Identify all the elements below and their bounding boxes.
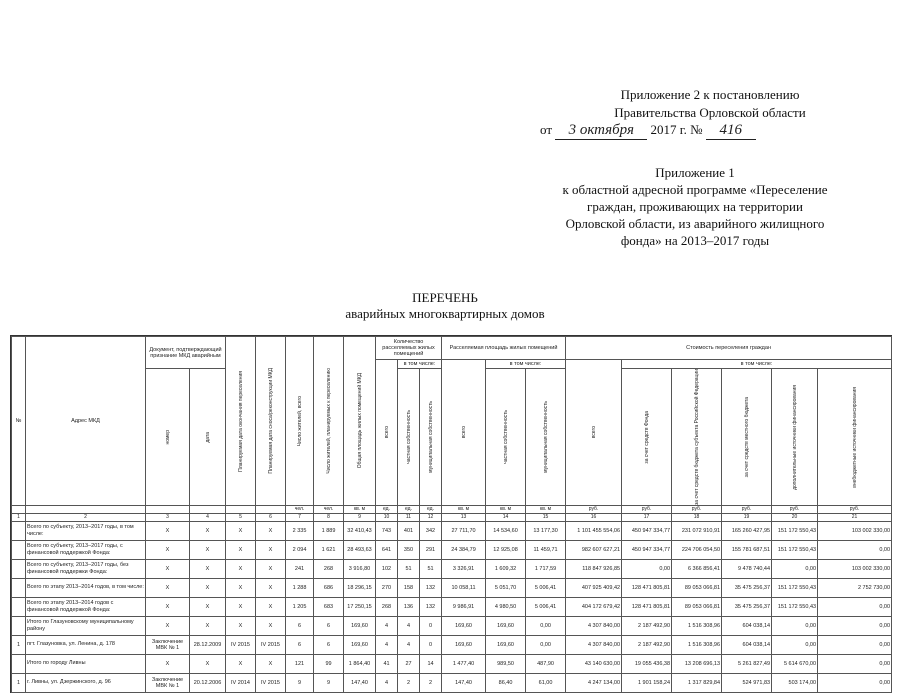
table-cell: 11 459,71 xyxy=(526,540,566,559)
column-number-cell: 13 xyxy=(442,513,486,521)
table-cell: 1 205 xyxy=(286,597,314,616)
column-number-cell: 2 xyxy=(26,513,146,521)
table-cell: 2 187 492,90 xyxy=(622,616,672,635)
cost-extra-header: дополнительные источники финансирования xyxy=(772,369,818,506)
table-cell xyxy=(12,559,26,578)
table-cell: 487,90 xyxy=(526,654,566,673)
table-cell: 604 038,14 xyxy=(722,635,772,654)
col-cost-group-header: Стоимость переселения граждан xyxy=(566,337,892,360)
area-total-header: всего xyxy=(442,360,486,506)
unit-cell xyxy=(26,505,146,513)
column-number-cell: 16 xyxy=(566,513,622,521)
table-cell: 5 614 670,00 xyxy=(772,654,818,673)
table-cell: 1 889 xyxy=(314,521,344,540)
table-cell: 604 038,14 xyxy=(722,616,772,635)
table-cell: 89 053 066,81 xyxy=(672,597,722,616)
appendix1-line1: Приложение 1 xyxy=(655,165,735,180)
table-cell: 6 366 856,41 xyxy=(672,559,722,578)
unit-cell xyxy=(190,505,226,513)
area-municipal-header: муниципальная собственность xyxy=(526,369,566,506)
table-cell: 169,60 xyxy=(344,616,376,635)
row-name-cell: г. Ливны, ул. Дзержинского, д. 96 xyxy=(26,673,146,692)
table-cell: 0,00 xyxy=(818,540,892,559)
column-number-cell: 10 xyxy=(376,513,398,521)
table-cell: X xyxy=(190,559,226,578)
table-cell: 43 140 630,00 xyxy=(566,654,622,673)
table-cell: 13 208 696,13 xyxy=(672,654,722,673)
table-cell: 4 xyxy=(398,635,420,654)
table-cell: X xyxy=(226,578,256,597)
table-cell: 2 752 730,00 xyxy=(818,578,892,597)
column-number-cell: 1 xyxy=(12,513,26,521)
table-cell: X xyxy=(190,654,226,673)
table-cell: 41 xyxy=(376,654,398,673)
table-cell: X xyxy=(146,597,190,616)
table-cell xyxy=(12,616,26,635)
table-cell: IV 2015 xyxy=(226,635,256,654)
table-cell: X xyxy=(256,559,286,578)
table-cell: 51 xyxy=(398,559,420,578)
table-cell: 982 607 627,21 xyxy=(566,540,622,559)
table-row xyxy=(12,673,892,692)
table-cell: 0 xyxy=(420,616,442,635)
column-number-cell: 17 xyxy=(622,513,672,521)
column-number-cell: 5 xyxy=(226,513,256,521)
table-cell: 683 xyxy=(314,597,344,616)
col-doc-header: Документ, подтверждающий признание МКД аварийным xyxy=(146,337,226,369)
table-row xyxy=(12,597,892,616)
unit-cell: руб. xyxy=(622,505,672,513)
table-cell: 0 xyxy=(420,635,442,654)
table-cell: 450 947 334,77 xyxy=(622,521,672,540)
column-number-cell: 11 xyxy=(398,513,420,521)
table-cell: 1 xyxy=(12,673,26,692)
decree-date-line xyxy=(540,121,840,140)
table-cell: IV 2015 xyxy=(256,635,286,654)
count-private-header: частная собственность xyxy=(398,369,420,506)
unit-cell: руб. xyxy=(672,505,722,513)
unit-cell: кв. м xyxy=(344,505,376,513)
table-cell: 4 307 840,00 xyxy=(566,616,622,635)
unit-cell: руб. xyxy=(772,505,818,513)
cost-total-header: всего xyxy=(566,360,622,506)
table-cell: 9 xyxy=(286,673,314,692)
houses-table xyxy=(11,336,892,693)
table-cell: 151 172 550,43 xyxy=(772,597,818,616)
table-cell: X xyxy=(146,616,190,635)
table-cell: X xyxy=(190,521,226,540)
table-cell: 4 307 840,00 xyxy=(566,635,622,654)
table-cell: 503 174,00 xyxy=(772,673,818,692)
table-cell: 4 980,50 xyxy=(486,597,526,616)
table-cell: 99 xyxy=(314,654,344,673)
col-count-group-header: Количество расселяемых жилых помещений xyxy=(376,337,442,360)
table-cell: 450 947 334,77 xyxy=(622,540,672,559)
table-cell: 2 335 xyxy=(286,521,314,540)
table-row xyxy=(12,559,892,578)
table-cell: 1 288 xyxy=(286,578,314,597)
table-cell: X xyxy=(256,540,286,559)
unit-cell: ед. xyxy=(420,505,442,513)
table-cell: 0,00 xyxy=(526,616,566,635)
table-cell: 641 xyxy=(376,540,398,559)
table-cell: 17 250,15 xyxy=(344,597,376,616)
table-cell: 169,60 xyxy=(442,635,486,654)
table-cell: 270 xyxy=(376,578,398,597)
table-cell: 0,00 xyxy=(818,616,892,635)
table-cell: 4 xyxy=(376,673,398,692)
table-cell: 3 326,91 xyxy=(442,559,486,578)
table-row xyxy=(12,521,892,540)
table-cell: 132 xyxy=(420,578,442,597)
row-name-cell: Итого по городу Ливны xyxy=(26,654,146,673)
table-cell: 103 002 330,00 xyxy=(818,521,892,540)
table-cell: 4 xyxy=(376,616,398,635)
cost-extra2-header: внебюджетные источники финансирования xyxy=(818,369,892,506)
row-name-cell: Итого по Глазуновскому муниципальному району xyxy=(26,616,146,635)
table-cell: 231 072 910,91 xyxy=(672,521,722,540)
from-prefix: от xyxy=(540,122,553,137)
area-private-header: частная собственность xyxy=(486,369,526,506)
table-cell: IV 2015 xyxy=(256,673,286,692)
column-number-cell: 3 xyxy=(146,513,190,521)
table-cell: 0,00 xyxy=(772,616,818,635)
table-cell: 5 261 827,49 xyxy=(722,654,772,673)
table-cell: 524 971,83 xyxy=(722,673,772,692)
table-cell: X xyxy=(146,654,190,673)
table-cell: 12 925,08 xyxy=(486,540,526,559)
table-cell: 4 xyxy=(398,616,420,635)
table-cell: 291 xyxy=(420,540,442,559)
appendix1-line4: Орловской области, из аварийного жилищного xyxy=(565,216,825,231)
table-cell: 9 986,91 xyxy=(442,597,486,616)
table-cell: X xyxy=(146,578,190,597)
table-cell: 118 847 926,85 xyxy=(566,559,622,578)
column-numbers-row xyxy=(12,513,892,521)
table-cell: X xyxy=(256,616,286,635)
table-cell: 20.12.2006 xyxy=(190,673,226,692)
table-cell: 13 177,30 xyxy=(526,521,566,540)
table-cell: 9 478 740,44 xyxy=(722,559,772,578)
unit-cell: ед. xyxy=(398,505,420,513)
appendix1-line2: к областной адресной программе «Переселение xyxy=(562,182,828,197)
column-number-cell: 12 xyxy=(420,513,442,521)
table-cell: 103 002 330,00 xyxy=(818,559,892,578)
table-cell: 6 xyxy=(286,616,314,635)
table-cell: 686 xyxy=(314,578,344,597)
table-cell: 1 516 308,96 xyxy=(672,635,722,654)
table-cell: X xyxy=(146,559,190,578)
table-cell: 1 901 158,24 xyxy=(622,673,672,692)
unit-cell xyxy=(256,505,286,513)
table-cell: 6 xyxy=(314,616,344,635)
table-cell: 14 534,60 xyxy=(486,521,526,540)
appendix2-line2: Правительства Орловской области xyxy=(614,105,806,120)
table-cell: 4 247 134,00 xyxy=(566,673,622,692)
table-cell: 3 916,80 xyxy=(344,559,376,578)
table-cell: 132 xyxy=(420,597,442,616)
table-cell: 401 xyxy=(398,521,420,540)
table-cell: 32 410,43 xyxy=(344,521,376,540)
table-cell: X xyxy=(226,559,256,578)
table-cell: 169,60 xyxy=(442,616,486,635)
table-cell: 268 xyxy=(314,559,344,578)
year-text: 2017 г. № xyxy=(650,122,703,137)
unit-cell: руб. xyxy=(722,505,772,513)
table-cell: 27 xyxy=(398,654,420,673)
table-cell: 147,40 xyxy=(344,673,376,692)
table-cell: 6 xyxy=(286,635,314,654)
table-cell: 35 475 256,37 xyxy=(722,578,772,597)
table-row xyxy=(12,616,892,635)
table-cell: 169,60 xyxy=(486,616,526,635)
table-cell xyxy=(12,654,26,673)
col-area-group-header: Расселяемая площадь жилых помещений xyxy=(442,337,566,360)
cost-region-header: за счет средств бюджета субъекта Российской Федерации xyxy=(672,369,722,506)
column-number-cell: 7 xyxy=(286,513,314,521)
handwritten-number: 416 xyxy=(706,122,756,140)
table-cell: 0,00 xyxy=(818,597,892,616)
table-cell: 61,00 xyxy=(526,673,566,692)
table-row xyxy=(12,635,892,654)
units-row xyxy=(12,505,892,513)
table-cell: 0,00 xyxy=(772,559,818,578)
table-cell: 2 xyxy=(398,673,420,692)
table-cell: 0,00 xyxy=(772,635,818,654)
houses-table-container xyxy=(10,335,892,693)
cost-including-header: в том числе: xyxy=(622,360,892,369)
table-cell: 86,40 xyxy=(486,673,526,692)
table-cell xyxy=(12,540,26,559)
appendix2-line1: Приложение 2 к постановлению xyxy=(620,87,800,102)
table-cell: Заключение МВК № 1 xyxy=(146,635,190,654)
column-number-cell: 20 xyxy=(772,513,818,521)
table-cell: X xyxy=(226,597,256,616)
table-cell: X xyxy=(190,540,226,559)
table-cell: 0,00 xyxy=(818,635,892,654)
column-number-cell: 6 xyxy=(256,513,286,521)
table-cell: 2 187 492,90 xyxy=(622,635,672,654)
table-cell: X xyxy=(226,540,256,559)
table-cell xyxy=(12,597,26,616)
table-cell: 9 xyxy=(314,673,344,692)
table-cell: 121 xyxy=(286,654,314,673)
row-name-cell: пгт. Глазуновка, ул. Ленина, д. 178 xyxy=(26,635,146,654)
table-cell: 1 xyxy=(12,635,26,654)
cost-fund-header: за счет средств Фонда xyxy=(622,369,672,506)
table-cell: 407 925 409,42 xyxy=(566,578,622,597)
table-cell: 89 053 066,81 xyxy=(672,578,722,597)
col-plan-end-header: Планируемая дата окончания переселения xyxy=(226,337,256,506)
table-cell xyxy=(12,578,26,597)
column-number-cell: 18 xyxy=(672,513,722,521)
appendix1-line3: граждан, проживающих на территории xyxy=(587,199,803,214)
cost-local-header: за счет средств местного бюджета xyxy=(722,369,772,506)
table-cell: 2 094 xyxy=(286,540,314,559)
unit-cell: кв. м xyxy=(486,505,526,513)
col-no-header: № xyxy=(12,337,26,506)
table-cell: 14 xyxy=(420,654,442,673)
table-cell: 5 051,70 xyxy=(486,578,526,597)
unit-cell: чел. xyxy=(286,505,314,513)
table-cell: 151 172 550,43 xyxy=(772,521,818,540)
table-cell: 6 xyxy=(314,635,344,654)
unit-cell: кв. м xyxy=(442,505,486,513)
table-cell: 151 172 550,43 xyxy=(772,578,818,597)
table-cell: 0,00 xyxy=(818,673,892,692)
table-row xyxy=(12,540,892,559)
table-row xyxy=(12,654,892,673)
table-cell: 1 609,32 xyxy=(486,559,526,578)
unit-cell: руб. xyxy=(818,505,892,513)
table-cell: X xyxy=(190,578,226,597)
table-cell: 28.12.2009 xyxy=(190,635,226,654)
unit-cell: ед. xyxy=(376,505,398,513)
table-cell: 241 xyxy=(286,559,314,578)
table-cell: 1 101 455 554,06 xyxy=(566,521,622,540)
table-cell: 27 711,70 xyxy=(442,521,486,540)
table-cell: 350 xyxy=(398,540,420,559)
table-cell: 1 621 xyxy=(314,540,344,559)
col-address-header: Адрес МКД xyxy=(26,337,146,506)
table-cell: X xyxy=(190,597,226,616)
title-line2: аварийных многоквартирных домов xyxy=(345,306,545,321)
table-cell: X xyxy=(226,521,256,540)
unit-cell: чел. xyxy=(314,505,344,513)
col-residents-header: Число жителей, всего xyxy=(286,337,314,506)
table-cell: 1 864,40 xyxy=(344,654,376,673)
table-cell xyxy=(12,521,26,540)
row-name-cell: Всего по субъекту, 2013–2017 годы, без финансовой поддержки Фонда: xyxy=(26,559,146,578)
column-number-cell: 4 xyxy=(190,513,226,521)
table-cell: 18 296,15 xyxy=(344,578,376,597)
count-municipal-header: муниципальная собственность xyxy=(420,369,442,506)
table-cell: 342 xyxy=(420,521,442,540)
column-number-cell: 14 xyxy=(486,513,526,521)
table-cell: X xyxy=(226,616,256,635)
table-cell: X xyxy=(256,578,286,597)
table-cell: 151 172 550,43 xyxy=(772,540,818,559)
count-total-header: всего xyxy=(376,360,398,506)
table-cell: Заключение МВК № 1 xyxy=(146,673,190,692)
table-cell: IV 2014 xyxy=(226,673,256,692)
table-cell: 165 260 427,95 xyxy=(722,521,772,540)
table-cell: X xyxy=(226,654,256,673)
row-name-cell: Всего по этапу 2013–2014 годов с финансовой поддержкой Фонда: xyxy=(26,597,146,616)
doc-date-header: дата xyxy=(190,369,226,506)
table-cell: 51 xyxy=(420,559,442,578)
table-cell: X xyxy=(256,597,286,616)
col-plan-demol-header: Планируемая дата сноса/реконструкции МКД xyxy=(256,337,286,506)
unit-cell xyxy=(226,505,256,513)
appendix1-line5: фонда» на 2013–2017 годы xyxy=(620,233,770,248)
table-cell: X xyxy=(190,616,226,635)
col-residents-plan-header: Число жителей, планируемых к переселению xyxy=(314,337,344,506)
table-cell: 4 xyxy=(376,635,398,654)
doc-num-header: номер xyxy=(146,369,190,506)
table-cell: 19 055 436,38 xyxy=(622,654,672,673)
table-cell: 0,00 xyxy=(526,635,566,654)
column-number-cell: 9 xyxy=(344,513,376,521)
unit-cell xyxy=(146,505,190,513)
table-row xyxy=(12,578,892,597)
table-cell: 169,60 xyxy=(344,635,376,654)
table-cell: 128 471 805,81 xyxy=(622,578,672,597)
row-name-cell: Всего по субъекту, 2013–2017 годы, с финансовой поддержкой Фонда: xyxy=(26,540,146,559)
table-cell: 268 xyxy=(376,597,398,616)
row-name-cell: Всего по этапу 2013–2014 годов, в том числе: xyxy=(26,578,146,597)
area-including-header: в том числе: xyxy=(486,360,566,369)
table-cell: 989,50 xyxy=(486,654,526,673)
table-cell: 5 006,41 xyxy=(526,597,566,616)
table-cell: 155 781 687,51 xyxy=(722,540,772,559)
count-including-header: в том числе: xyxy=(398,360,442,369)
column-number-cell: 15 xyxy=(526,513,566,521)
table-cell: X xyxy=(146,540,190,559)
table-cell: 136 xyxy=(398,597,420,616)
column-number-cell: 21 xyxy=(818,513,892,521)
title-line1: ПЕРЕЧЕНЬ xyxy=(412,290,478,305)
table-cell: 0,00 xyxy=(818,654,892,673)
document-title xyxy=(280,290,610,322)
col-area-header: Общая площадь жилых помещений МКД xyxy=(344,337,376,506)
unit-cell xyxy=(12,505,26,513)
table-cell: 10 058,11 xyxy=(442,578,486,597)
table-cell: 743 xyxy=(376,521,398,540)
table-cell: 158 xyxy=(398,578,420,597)
table-cell: 1 516 308,96 xyxy=(672,616,722,635)
appendix1-block xyxy=(525,164,865,249)
table-cell: X xyxy=(256,521,286,540)
table-cell: 224 706 054,50 xyxy=(672,540,722,559)
table-cell: X xyxy=(256,654,286,673)
column-number-cell: 8 xyxy=(314,513,344,521)
table-cell: 35 475 256,37 xyxy=(722,597,772,616)
unit-cell: руб. xyxy=(566,505,622,513)
table-cell: 128 471 805,81 xyxy=(622,597,672,616)
table-cell: 2 xyxy=(420,673,442,692)
table-cell: X xyxy=(146,521,190,540)
table-cell: 0,00 xyxy=(622,559,672,578)
column-number-cell: 19 xyxy=(722,513,772,521)
unit-cell: кв. м xyxy=(526,505,566,513)
table-cell: 102 xyxy=(376,559,398,578)
row-name-cell: Всего по субъекту, 2013–2017 годы, в том числе: xyxy=(26,521,146,540)
handwritten-date: 3 октября xyxy=(555,122,647,140)
table-cell: 169,60 xyxy=(486,635,526,654)
table-cell: 5 006,41 xyxy=(526,578,566,597)
table-cell: 147,40 xyxy=(442,673,486,692)
table-cell: 1 317 829,84 xyxy=(672,673,722,692)
table-cell: 404 172 679,42 xyxy=(566,597,622,616)
table-cell: 24 384,79 xyxy=(442,540,486,559)
table-cell: 28 493,63 xyxy=(344,540,376,559)
table-cell: 1 717,59 xyxy=(526,559,566,578)
table-cell: 1 477,40 xyxy=(442,654,486,673)
